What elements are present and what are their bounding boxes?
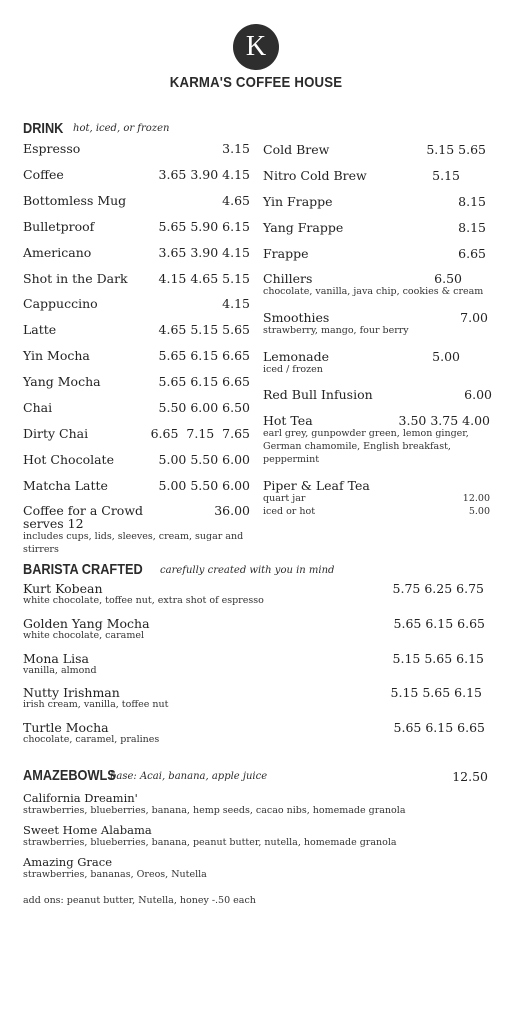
drink-item-price: 5.65 6.15 6.65: [158, 374, 250, 390]
bowl-item-name: Sweet Home Alabama: [23, 823, 152, 837]
barista-item-name: Golden Yang Mocha: [23, 616, 150, 631]
drink-item-price: 3.15: [222, 141, 250, 156]
drink-item-price: 6.65 7.15 7.65: [150, 425, 250, 441]
drink-item-name: Hot Chocolate: [23, 451, 114, 467]
barista-item-name: Mona Lisa: [23, 651, 89, 666]
drink-item-name: Yang Mocha: [23, 374, 101, 390]
bowls-subtitle: base: Acai, banana, apple juice: [110, 771, 268, 782]
crowd-serves: serves 12: [23, 516, 84, 531]
drink-item-name: Frappe: [263, 246, 309, 261]
drink-item-price: 7.00: [460, 310, 488, 325]
barista-item-desc: white chocolate, toffee nut, extra shot of espresso: [23, 595, 264, 606]
drink-item-name: Bottomless Mug: [23, 192, 127, 208]
drink-item-price: 4.65 5.15 5.65: [158, 322, 250, 338]
crowd-price: 36.00: [214, 503, 250, 518]
drink-item-name: Smoothies: [263, 310, 330, 325]
bowls-price: 12.50: [452, 769, 488, 784]
drink-item-name: Red Bull Infusion: [263, 387, 373, 402]
drink-item-name: Matcha Latte: [23, 477, 108, 493]
drink-item-price: 3.65 3.90 4.15: [158, 244, 250, 260]
drink-item-name: Americano: [23, 244, 92, 260]
piper-tea-name: Piper & Leaf Tea: [263, 478, 370, 493]
crowd-name: Coffee for a Crowd: [23, 503, 144, 518]
barista-item-name: Nutty Irishman: [23, 685, 120, 700]
logo: [233, 24, 279, 70]
drink-item-name: Bulletproof: [23, 218, 95, 234]
drink-item-name: Cappuccino: [23, 296, 98, 312]
crowd-desc-1: includes cups, lids, sleeves, cream, sugar and: [23, 531, 244, 542]
drink-item-name: Lemonade: [263, 349, 329, 364]
drink-item-price: 5.50 6.00 6.50: [158, 400, 250, 415]
barista-subtitle: carefully created with you in mind: [160, 565, 335, 576]
drink-item-name: Espresso: [23, 141, 81, 156]
barista-item-desc: irish cream, vanilla, toffee nut: [23, 699, 169, 710]
bowls-addons: add ons: peanut butter, Nutella, honey -.50 each: [23, 895, 256, 906]
drink-item-price: 4.15: [222, 296, 250, 312]
drink-item-name: Chai: [23, 400, 53, 415]
drink-item-price: 4.15 4.65 5.15: [158, 270, 250, 286]
hot-tea-desc-2: German chamomile, English breakfast,: [263, 441, 451, 452]
barista-item-name: Kurt Kobean: [23, 581, 103, 596]
drink-item-price: 5.65 5.90 6.15: [158, 218, 250, 234]
drink-item-name: Cold Brew: [263, 142, 330, 157]
barista-item-desc: vanilla, almond: [23, 665, 97, 676]
barista-item-name: Turtle Mocha: [23, 720, 109, 735]
drink-item-price: 5.00: [432, 349, 460, 364]
drink-item-desc: iced / frozen: [263, 364, 323, 375]
drink-item-price: 3.65 3.90 4.15: [158, 166, 250, 182]
drink-item-name: Yin Frappe: [263, 194, 333, 209]
hot-tea-price: 3.50 3.75 4.00: [398, 413, 490, 428]
bowl-item-desc: strawberries, bananas, Oreos, Nutella: [23, 869, 207, 880]
drink-item-name: Latte: [23, 322, 57, 338]
drink-item-name: Chillers: [263, 271, 313, 286]
drink-item-desc: strawberry, mango, four berry: [263, 325, 409, 336]
hot-tea-desc-3: peppermint: [263, 454, 320, 465]
hot-tea-desc-1: earl grey, gunpowder green, lemon ginger,: [263, 428, 469, 439]
logo-letter: K: [245, 31, 267, 62]
piper-opt1-price: 12.00: [462, 493, 490, 504]
barista-item-price: 5.65 6.15 6.65: [393, 720, 485, 735]
drink-item-price: 5.00 5.50 6.00: [158, 451, 250, 467]
drink-item-desc: chocolate, vanilla, java chip, cookies & cream: [263, 286, 484, 297]
brand-name: KARMA'S COFFEE HOUSE: [169, 74, 343, 91]
bowls-title: AMAZEBOWLS: [23, 767, 116, 784]
drink-item-name: Dirty Chai: [23, 425, 89, 441]
drink-item-price: 6.65: [458, 246, 486, 261]
drink-item-price: 5.15: [432, 168, 460, 183]
drink-item-name: Shot in the Dark: [23, 270, 128, 286]
drink-item-name: Coffee: [23, 166, 64, 182]
drink-item-price: 5.00 5.50 6.00: [158, 477, 250, 493]
drink-item-price: 8.15: [458, 220, 486, 235]
drink-subtitle: hot, iced, or frozen: [73, 123, 170, 134]
barista-item-price: 5.15 5.65 6.15: [392, 651, 484, 666]
piper-opt1: quart jar: [263, 493, 306, 504]
drink-title: DRINK: [23, 120, 64, 137]
barista-item-desc: white chocolate, caramel: [23, 630, 144, 641]
drink-item-price: 6.50: [434, 271, 462, 286]
drink-item-name: Nitro Cold Brew: [263, 168, 367, 183]
drink-item-price: 5.15 5.65: [426, 142, 486, 157]
bowl-item-desc: strawberries, blueberries, banana, hemp seeds, cacao nibs, homemade granola: [23, 805, 406, 816]
barista-item-desc: chocolate, caramel, pralines: [23, 734, 160, 745]
drink-item-price: 8.15: [458, 194, 486, 209]
bowl-item-name: Amazing Grace: [23, 855, 113, 869]
drink-item-price: 4.65: [222, 192, 250, 208]
barista-item-price: 5.75 6.25 6.75: [392, 581, 484, 596]
hot-tea-name: Hot Tea: [263, 413, 313, 428]
drink-item-name: Yin Mocha: [23, 348, 90, 364]
crowd-desc-2: stirrers: [23, 544, 59, 555]
piper-opt2-price: 5.00: [468, 506, 490, 517]
drink-item-price: 6.00: [464, 387, 492, 402]
bowl-item-name: California Dreamin': [23, 791, 138, 805]
barista-item-price: 5.15 5.65 6.15: [390, 685, 482, 700]
bowl-item-desc: strawberries, blueberries, banana, peanut butter, nutella, homemade granola: [23, 837, 397, 848]
barista-item-price: 5.65 6.15 6.65: [393, 616, 485, 631]
barista-title: BARISTA CRAFTED: [23, 561, 143, 578]
drink-item-name: Yang Frappe: [263, 220, 344, 235]
piper-opt2: iced or hot: [263, 506, 316, 517]
drink-item-price: 5.65 6.15 6.65: [158, 348, 250, 364]
